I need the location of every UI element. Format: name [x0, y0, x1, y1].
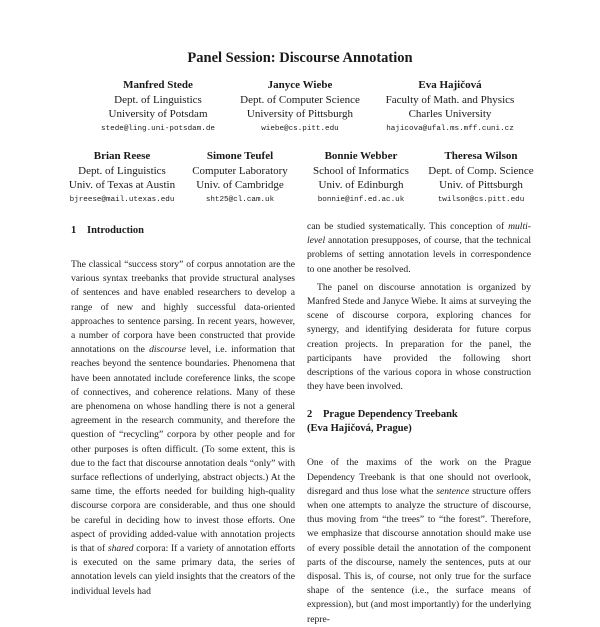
author-affiliation: Dept. of Linguistics — [114, 94, 202, 106]
left-column — [71, 224, 295, 599]
paragraph: The panel on discourse annotation is organized by Manfred Stede and Janyce Wiebe. It aims at surveying the scene of discourse corpora, exploring chances for synergy, and identifying desiderata for future corpus creation projects. In preparation for the panel, the participants have provided the following short descriptions of the various copora in whose construction they have been involved. — [307, 281, 531, 393]
author-email: twilson@cs.pitt.edu — [437, 196, 525, 204]
author-block — [422, 149, 540, 208]
author-institution: University of Pittsburgh — [246, 108, 354, 120]
author-block — [88, 78, 228, 137]
section-number: 1 — [71, 225, 77, 236]
author-institution: Univ. of Edinburgh — [318, 179, 404, 191]
author-email: wiebe@cs.pitt.edu — [261, 125, 339, 133]
author-email: sht25@cl.cam.uk — [205, 196, 275, 204]
author-email: hajicova@ufal.ms.mff.cuni.cz — [386, 125, 514, 133]
author-email: bjreese@mail.utexas.edu — [69, 196, 175, 204]
author-affiliation: Computer Laboratory — [192, 165, 288, 177]
emphasis: sentence — [436, 485, 470, 497]
right-column — [307, 220, 531, 627]
author-affiliation: Faculty of Math. and Physics — [385, 94, 515, 106]
emphasis: multi-level — [307, 221, 531, 247]
author-name: Simone Teufel — [206, 150, 274, 162]
author-block — [302, 149, 420, 208]
emphasis: discourse — [149, 344, 186, 356]
author-institution: Univ. of Cambridge — [196, 179, 284, 191]
paper-title: Panel Session: Discourse Annotation — [187, 50, 413, 66]
paragraph: The classical “success story” of corpus annotation are the various syntax treebanks that provide structural analyses of sentences and have enabled researchers to develop a range of new and highly successful data-oriented approaches to sentence parsing. In recent years, however, a number of corpora have been constructed that provide annotations on the discourse level, i.e. information that reaches beyond the sentence boundaries. Phenomena that have been annotated include coreference links, the scope of connectives, and coherence relations. Many of these are phenomena on whose handling there is not a general agreement in the research community, and therefore the question of “recycling” corpora by other people and for other purposes is often difficult. (To some extent, this is due to the fact that discourse annotation deals “only” with surface reflections of underlying, abstract objects.) At the same time, the efforts needed for building high-quality discourse corpora are considerable, and thus one should be careful in deciding how to invest those efforts. One aspect of providing added-value with annotation projects is that of shared corpora: If a variety of annotation efforts is executed on the same primary data, the series of annotation levels can yield insights that the creators of the individual levels had — [71, 259, 295, 597]
author-institution: University of Potsdam — [108, 108, 208, 120]
author-block — [230, 78, 370, 137]
author-email: bonnie@inf.ed.ac.uk — [317, 196, 405, 204]
author-name: Brian Reese — [93, 150, 151, 162]
author-name: Manfred Stede — [123, 79, 193, 91]
section-heading — [307, 408, 531, 436]
author-block — [372, 78, 528, 137]
author-name: Eva Hajičová — [418, 79, 482, 91]
section-heading — [71, 224, 295, 238]
author-affiliation: Dept. of Computer Science — [240, 94, 360, 106]
author-name: Janyce Wiebe — [267, 79, 333, 91]
paragraph: One of the maxims of the work on the Prague Dependency Treebank is that one should not overlook, disregard and thus lose what the sentence structure offers when one attempts to analyze the structure of discourse, thus moving from “the trees” to “the forest”. Therefore, we emphasize that discourse annotation should make use of every possible detail the annotation of the component parts of the discourse, namely the sentences, puts at our disposal. This is, of course, not only true for the surface shape of the sentence (i.e., the surface means of expression), but (and most importantly) for the underlying repre- — [307, 457, 532, 625]
author-institution: Univ. of Pittsburgh — [439, 179, 523, 191]
section-subtitle: (Eva Hajičová, Prague) — [307, 423, 412, 435]
section-number: 2 — [307, 409, 313, 421]
author-affiliation: School of Informatics — [313, 165, 409, 177]
section-title: Prague Dependency Treebank — [323, 409, 458, 421]
section-title: Introduction — [87, 225, 144, 236]
author-institution: Univ. of Texas at Austin — [68, 179, 176, 191]
author-institution: Charles University — [408, 108, 492, 120]
emphasis: shared — [107, 543, 134, 555]
author-email: stede@ling.uni-potsdam.de — [101, 125, 215, 133]
author-block — [186, 149, 294, 208]
paragraph: can be studied systematically. This conception of multi-level annotation presupposes, of course, that the technical problems of setting annotation levels in correspondence to one another be resolved. — [307, 221, 531, 275]
author-name: Theresa Wilson — [444, 150, 518, 162]
author-affiliation: Dept. of Linguistics — [78, 165, 166, 177]
author-affiliation: Dept. of Comp. Science — [428, 165, 534, 177]
author-name: Bonnie Webber — [324, 150, 398, 162]
author-block — [60, 149, 184, 208]
